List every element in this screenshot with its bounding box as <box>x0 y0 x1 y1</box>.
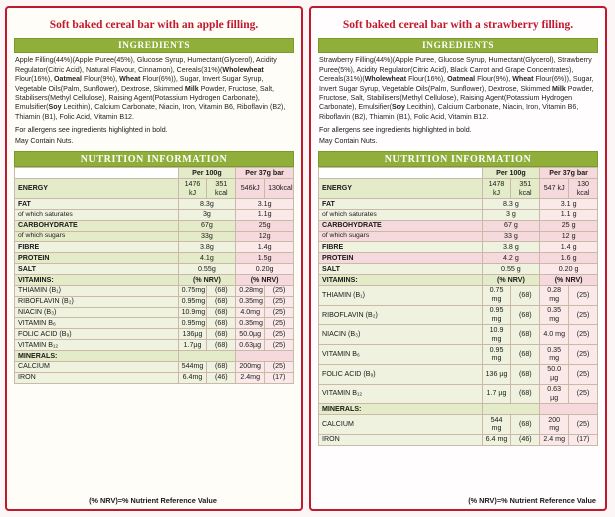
row-nrv-100g: (68) <box>207 296 236 307</box>
row-value-bar: 1.1g <box>236 209 294 220</box>
row-value-bar: 2.4 mg <box>540 434 569 445</box>
table-row <box>15 253 294 264</box>
table-row <box>319 285 598 305</box>
row-value-bar: 0.28 mg <box>540 285 569 305</box>
nutrition-table-body <box>319 168 598 445</box>
ingredients-text: Strawberry Filling(44%)(Apple Puree, Glucose Syrup, Humectant(Glycerol), Strawberry Puree(5%), Acidity Regulator(Citric Acid), Black Carrot and Grape Concentrates), Cereals(31%)(Wholewheat Flour(16%), Oatmeal Flour(9%), Wheat Flour(6%)), Sugar, Invert Sugar Syrup, Vegetable Oils(Palm, Sunflower), Dextrose, Skimmed Milk Powder, Fructose, Salt, Stabilisers(Methyl Cellulose), Raising Agent(Potassium Hydrogen Carbonate), Emulsifier(Soy Lecithin), Calcium Carbonate, Niacin, Iron, Vitamin B6, Riboflavin (B2), Thiamin (B1), Folic Acid, Vitamin B12. <box>319 56 594 121</box>
table-row <box>15 242 294 253</box>
row-value-100g: 0.95 mg <box>482 345 511 365</box>
row-label: FAT <box>15 199 179 210</box>
page-title: Soft baked cereal bar with an apple filling. <box>49 19 259 31</box>
row-value-100g: 3.8g <box>178 242 236 253</box>
table-row <box>15 361 294 372</box>
row-value-100g: 0.75mg <box>178 285 207 296</box>
row-nrv-100g: (68) <box>511 415 540 435</box>
table-row <box>15 307 294 318</box>
row-value-100g: 1.7 µg <box>482 384 511 404</box>
table-row <box>15 231 294 242</box>
row-value-100g: 33g <box>178 231 236 242</box>
row-label: ENERGY <box>319 179 483 199</box>
row-nrv-100g: (68) <box>511 345 540 365</box>
row-value-bar: 0.35mg <box>236 318 265 329</box>
row-value-bar: 1.1 g <box>540 209 598 220</box>
row-value-100g: 0.55 g <box>482 264 540 275</box>
nrv-footnote: (% NRV)=% Nutrient Reference Value <box>468 496 596 505</box>
allergen-note: For allergens see ingredients highlighted in bold. <box>319 126 472 135</box>
row-label: RIBOFLAVIN (B₂) <box>319 305 483 325</box>
row-value-bar: 0.63µg <box>236 340 265 351</box>
row-sublabel: of which saturates <box>319 209 483 220</box>
table-row <box>319 231 598 242</box>
table-row <box>15 329 294 340</box>
page-title: Soft baked cereal bar with a strawberry filling. <box>342 19 574 31</box>
row-nrv-100g: (68) <box>511 384 540 404</box>
row-label: RIBOFLAVIN (B₂) <box>15 296 179 307</box>
table-row <box>319 253 598 264</box>
header-per-100g: Per 100g <box>178 168 236 179</box>
row-nrv-bar: (25) <box>265 318 294 329</box>
row-nrv-100g: (68) <box>511 285 540 305</box>
row-nrv-bar: (25) <box>569 285 598 305</box>
row-value-100g: 1.7µg <box>178 340 207 351</box>
table-row <box>319 434 598 445</box>
row-nrv-bar: (17) <box>265 372 294 383</box>
row-value-bar-kcal: 130kcal <box>265 179 294 199</box>
row-label: CALCIUM <box>15 361 179 372</box>
row-value-100g: 10.9mg <box>178 307 207 318</box>
row-value-100g: 33 g <box>482 231 540 242</box>
row-value-bar: 50.0µg <box>236 329 265 340</box>
row-nrv-bar: (25) <box>569 384 598 404</box>
row-sublabel: of which saturates <box>15 209 179 220</box>
row-nrv-100g: (68) <box>511 305 540 325</box>
row-nrv-100g: (68) <box>207 329 236 340</box>
row-value-100g: 544 mg <box>482 415 511 435</box>
row-value-100g: 8.3g <box>178 199 236 210</box>
minerals-header-row <box>319 404 598 415</box>
row-label: CARBOHYDRATE <box>15 220 179 231</box>
row-label: FIBRE <box>319 242 483 253</box>
row-nrv-bar: (25) <box>569 345 598 365</box>
table-row <box>15 340 294 351</box>
row-value-100g: 0.95mg <box>178 296 207 307</box>
row-value-bar: 1.4 g <box>540 242 598 253</box>
row-value-bar: 0.35 mg <box>540 305 569 325</box>
row-value-bar: 0.63 µg <box>540 384 569 404</box>
row-value-bar: 12g <box>236 231 294 242</box>
table-row <box>15 318 294 329</box>
row-label: PROTEIN <box>319 253 483 264</box>
row-nrv-100g: (46) <box>207 372 236 383</box>
table-row <box>319 305 598 325</box>
row-label: IRON <box>15 372 179 383</box>
nutrition-table-body <box>15 168 294 383</box>
row-label: VITAMIN B₁₂ <box>15 340 179 351</box>
row-value-100g: 4.2 g <box>482 253 540 264</box>
row-value-bar: 3.1g <box>236 199 294 210</box>
product-label-strawberry <box>309 6 607 511</box>
row-value-bar-kj: 547 kJ <box>540 179 569 199</box>
row-value-bar: 200mg <box>236 361 265 372</box>
table-header-row <box>319 168 598 179</box>
row-label: NIACIN (B₃) <box>319 325 483 345</box>
row-value-100g: 4.1g <box>178 253 236 264</box>
row-value-bar: 0.28mg <box>236 285 265 296</box>
row-nrv-100g: (68) <box>207 318 236 329</box>
row-value-100g: 3g <box>178 209 236 220</box>
row-label: FOLIC ACID (B₉) <box>15 329 179 340</box>
row-value-100g-kj: 1478 kJ <box>482 179 511 199</box>
vitamins-header-row <box>15 275 294 286</box>
row-nrv-bar: (25) <box>265 340 294 351</box>
row-nrv-bar: (25) <box>569 364 598 384</box>
row-nrv-bar: (25) <box>265 361 294 372</box>
row-nrv-100g: (68) <box>207 340 236 351</box>
vitamins-header-row <box>319 275 598 286</box>
row-nrv-bar: (25) <box>265 329 294 340</box>
row-value-100g: 8.3 g <box>482 199 540 210</box>
row-label: CALCIUM <box>319 415 483 435</box>
minerals-blank-100g <box>482 404 540 415</box>
table-row <box>15 199 294 210</box>
table-row <box>15 372 294 383</box>
row-value-100g: 0.95mg <box>178 318 207 329</box>
row-value-bar: 4.0 mg <box>540 325 569 345</box>
row-nrv-bar: (17) <box>569 434 598 445</box>
row-value-bar: 1.4g <box>236 242 294 253</box>
row-value-bar: 0.35 mg <box>540 345 569 365</box>
row-label: FIBRE <box>15 242 179 253</box>
row-nrv-bar: (25) <box>265 307 294 318</box>
row-label: SALT <box>319 264 483 275</box>
row-value-100g: 6.4 mg <box>482 434 511 445</box>
table-row <box>15 264 294 275</box>
row-value-100g-kcal: 351 kcal <box>207 179 236 199</box>
row-label: THIAMIN (B₁) <box>319 285 483 305</box>
table-row <box>319 242 598 253</box>
row-label: PROTEIN <box>15 253 179 264</box>
row-value-bar: 1.5g <box>236 253 294 264</box>
row-label: CARBOHYDRATE <box>319 220 483 231</box>
vitamins-heading: VITAMINS: <box>319 275 483 286</box>
row-value-bar: 200 mg <box>540 415 569 435</box>
row-nrv-bar: (25) <box>569 325 598 345</box>
row-nrv-bar: (25) <box>265 285 294 296</box>
table-row <box>319 345 598 365</box>
minerals-heading: MINERALS: <box>15 351 179 362</box>
table-row <box>319 415 598 435</box>
row-value-100g: 136µg <box>178 329 207 340</box>
row-label: FOLIC ACID (B₉) <box>319 364 483 384</box>
table-row <box>15 179 294 199</box>
header-blank <box>15 168 179 179</box>
row-nrv-100g: (68) <box>511 364 540 384</box>
table-row <box>319 179 598 199</box>
minerals-header-row <box>15 351 294 362</box>
row-nrv-100g: (68) <box>511 325 540 345</box>
row-value-bar: 0.20 g <box>540 264 598 275</box>
row-nrv-bar: (25) <box>569 305 598 325</box>
nutrition-table <box>14 167 294 383</box>
table-row <box>15 209 294 220</box>
table-row <box>15 296 294 307</box>
row-value-100g: 10.9 mg <box>482 325 511 345</box>
table-row <box>319 384 598 404</box>
row-label: THIAMIN (B₁) <box>15 285 179 296</box>
row-label: VITAMIN B₆ <box>15 318 179 329</box>
row-value-bar-kj: 546kJ <box>236 179 265 199</box>
row-nrv-100g: (68) <box>207 285 236 296</box>
row-sublabel: of which sugars <box>15 231 179 242</box>
row-value-100g: 136 µg <box>482 364 511 384</box>
nrv-header-bar: (% NRV) <box>540 275 598 286</box>
row-value-bar: 12 g <box>540 231 598 242</box>
row-value-bar: 0.20g <box>236 264 294 275</box>
nrv-header-bar: (% NRV) <box>236 275 294 286</box>
row-value-bar: 3.1 g <box>540 199 598 210</box>
row-value-bar: 25g <box>236 220 294 231</box>
nutrition-heading: NUTRITION INFORMATION <box>318 151 598 167</box>
row-value-bar-kcal: 130 kcal <box>569 179 598 199</box>
vitamins-heading: VITAMINS: <box>15 275 179 286</box>
nrv-header-100g: (% NRV) <box>482 275 540 286</box>
allergen-note: For allergens see ingredients highlighted in bold. <box>15 126 168 135</box>
ingredients-heading: INGREDIENTS <box>14 38 294 53</box>
table-row <box>319 220 598 231</box>
row-nrv-bar: (25) <box>569 415 598 435</box>
nrv-header-100g: (% NRV) <box>178 275 236 286</box>
header-blank <box>319 168 483 179</box>
spacer <box>318 446 598 492</box>
table-row <box>319 325 598 345</box>
may-contain-note: May Contain Nuts. <box>319 136 378 145</box>
row-value-100g: 3 g <box>482 209 540 220</box>
row-value-100g: 67g <box>178 220 236 231</box>
minerals-blank-bar <box>540 404 598 415</box>
row-value-bar: 4.0mg <box>236 307 265 318</box>
table-row <box>319 264 598 275</box>
ingredients-text: Apple Filling(44%)(Apple Puree(45%), Glucose Syrup, Humectant(Glycerol), Acidity Regulator(Citric Acid), Natural Flavour, Cinnamon), Cereals(31%)(Wholewheat Flour(16%), Oatmeal Flour(9%), Wheat Flour(6%)), Sugar, Invert Sugar Syrup, Vegetable Oils(Palm, Sunflower), Dextrose, Skimmed Milk Powder, Fructose, Salt, Stabilisers(Methyl Cellulose), Raising Agent(Potassium Hydrogen Carbonate), Emulsifier(Soy Lecithin), Calcium Carbonate, Niacin, Iron, Vitamin B6, Riboflavin (B2), Thiamin (B1), Folic Acid, Vitamin B12. <box>15 56 286 121</box>
row-nrv-100g: (68) <box>207 361 236 372</box>
nutrition-table <box>318 167 598 445</box>
row-label: FAT <box>319 199 483 210</box>
minerals-blank-bar <box>236 351 294 362</box>
row-label: IRON <box>319 434 483 445</box>
nrv-footnote: (% NRV)=% Nutrient Reference Value <box>89 496 217 505</box>
header-per-100g: Per 100g <box>482 168 540 179</box>
table-row <box>15 285 294 296</box>
row-value-bar: 0.35mg <box>236 296 265 307</box>
row-value-100g: 6.4mg <box>178 372 207 383</box>
may-contain-note: May Contain Nuts. <box>15 136 74 145</box>
row-value-100g-kj: 1476 kJ <box>178 179 207 199</box>
row-value-100g: 3.8 g <box>482 242 540 253</box>
product-label-apple <box>5 6 303 511</box>
table-row <box>15 220 294 231</box>
minerals-heading: MINERALS: <box>319 404 483 415</box>
row-label: ENERGY <box>15 179 179 199</box>
header-per-bar: Per 37g bar <box>236 168 294 179</box>
row-value-100g: 0.55g <box>178 264 236 275</box>
row-sublabel: of which sugars <box>319 231 483 242</box>
row-value-100g: 0.95 mg <box>482 305 511 325</box>
table-row <box>319 199 598 210</box>
ingredients-heading: INGREDIENTS <box>318 38 598 53</box>
table-row <box>319 209 598 220</box>
row-nrv-bar: (25) <box>265 296 294 307</box>
minerals-blank-100g <box>178 351 236 362</box>
row-value-100g: 67 g <box>482 220 540 231</box>
row-value-100g: 0.75 mg <box>482 285 511 305</box>
row-value-bar: 2.4mg <box>236 372 265 383</box>
row-value-bar: 50.0 µg <box>540 364 569 384</box>
row-value-100g: 544mg <box>178 361 207 372</box>
row-nrv-100g: (46) <box>511 434 540 445</box>
row-value-bar: 1.6 g <box>540 253 598 264</box>
table-row <box>319 364 598 384</box>
header-per-bar: Per 37g bar <box>540 168 598 179</box>
row-nrv-100g: (68) <box>207 307 236 318</box>
row-value-100g-kcal: 351 kcal <box>511 179 540 199</box>
nutrition-heading: NUTRITION INFORMATION <box>14 151 294 167</box>
spacer <box>14 384 294 492</box>
table-header-row <box>15 168 294 179</box>
row-label: VITAMIN B₆ <box>319 345 483 365</box>
row-value-bar: 25 g <box>540 220 598 231</box>
row-label: NIACIN (B₃) <box>15 307 179 318</box>
row-label: SALT <box>15 264 179 275</box>
row-label: VITAMIN B₁₂ <box>319 384 483 404</box>
